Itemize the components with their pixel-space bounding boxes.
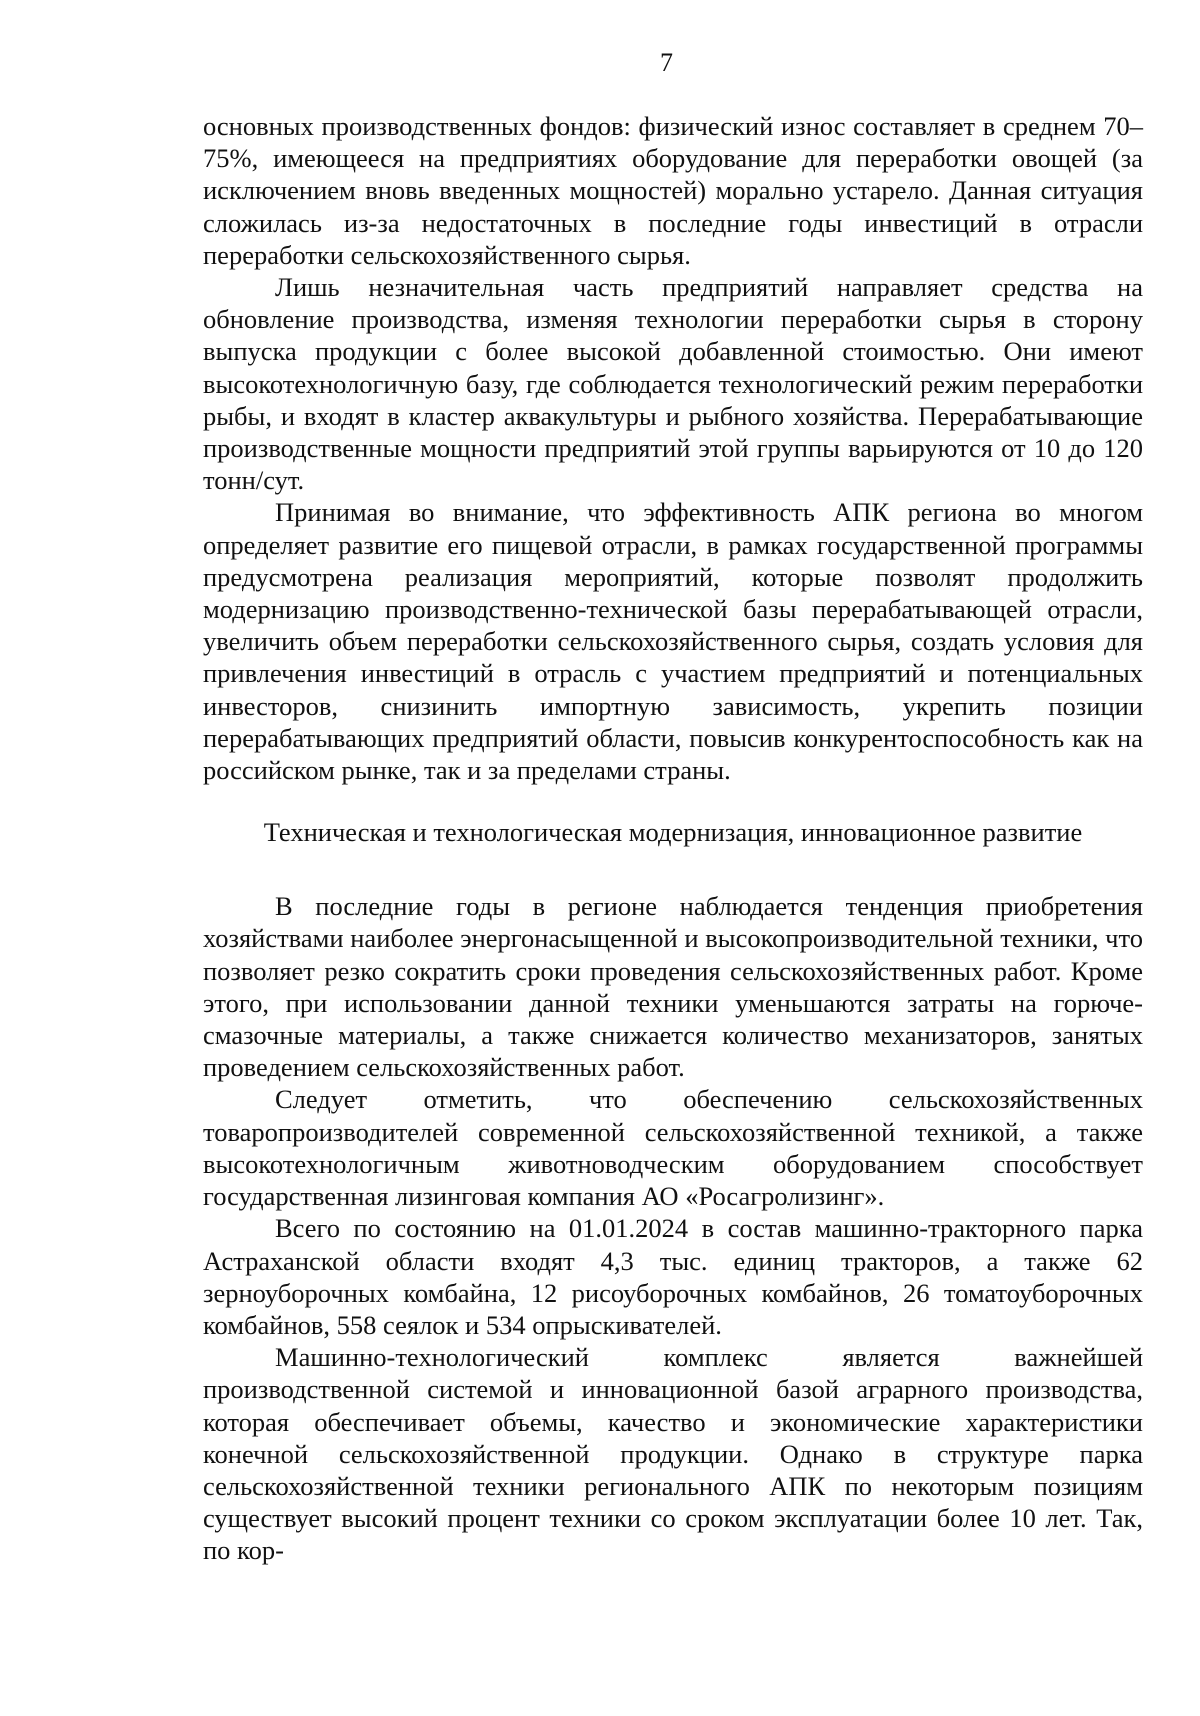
paragraph: Следует отметить, что обеспечению сельскохозяйственных товаропроизводителей современной сельскохозяйственной техникой, а также высокотехнологичным животноводческим оборудованием способствует государственная лизинговая компания АО «Росагролизинг». bbox=[203, 1084, 1143, 1212]
paragraph: Всего по состоянию на 01.01.2024 в состав машинно-тракторного парка Астраханской области входят 4,3 тыс. единиц тракторов, а также 62 зерноуборочных комбайна, 12 рисоуборочных комбайнов, 26 томатоуборочных комбайнов, 558 сеялок и 534 опрыскивателей. bbox=[203, 1213, 1143, 1340]
page-number: 7 bbox=[660, 48, 673, 77]
paragraph: Принимая во внимание, что эффективность АПК региона во многом определяет развитие его пищевой отрасли, в рамках государственной программы предусмотрена реализация мероприятий, которые позволят продолжить модернизацию производственно-технической базы перерабатывающей отрасли, увеличить объем переработки сельскохозяйственного сырья, создать условия для привлечения инвестиций в отрасль с участием предприятий и потенциальных инвесторов, снизинить импортную зависимость, укрепить позиции перерабатывающих предприятий области, повысив конкурентоспособность как на российском рынке, так и за пределами страны. bbox=[203, 497, 1143, 786]
paragraph: Машинно-технологический комплекс является важнейшей производственной системой и инновационной базой аграрного производства, которая обеспечивает объемы, качество и экономические характеристики конечной сельскохозяйственной продукции. Однако в структуре парка сельскохозяйственной техники регионального АПК по некоторым позициям существует высокий процент техники со сроком эксплуатации более 10 лет. Так, по кор- bbox=[203, 1342, 1143, 1566]
paragraph: Лишь незначительная часть предприятий направляет средства на обновление производства, изменяя технологии переработки сырья в сторону выпуска продукции с более высокой добавленной стоимостью. Они имеют высокотехнологичную базу, где соблюдается технологический режим переработки рыбы, и входят в кластер аквакультуры и рыбного хозяйства. Перерабатывающие производственные мощности предприятий этой группы варьируются от 10 до 120 тонн/сут. bbox=[203, 272, 1143, 496]
document-body bbox=[203, 110, 1143, 1567]
paragraph-continuation: основных производственных фондов: физический износ составляет в среднем 70–75%, имеющееся на предприятиях оборудование для переработки овощей (за исключением вновь введенных мощностей) морально устарело. Данная ситуация сложилась из-за недостаточных в последние годы инвестиций в отрасли переработки сельскохозяйственного сырья. bbox=[203, 111, 1143, 270]
section-heading: Техническая и технологическая модернизация, инновационное развитие bbox=[263, 817, 1083, 848]
paragraph: В последние годы в регионе наблюдается тенденция приобретения хозяйствами наиболее энергонасыщенной и высокопроизводительной техники, что позволяет резко сократить сроки проведения сельскохозяйственных работ. Кроме этого, при использовании данной техники уменьшаются затраты на горюче-смазочные материалы, а также снижается количество механизаторов, занятых проведением сельскохозяйственных работ. bbox=[203, 891, 1143, 1083]
